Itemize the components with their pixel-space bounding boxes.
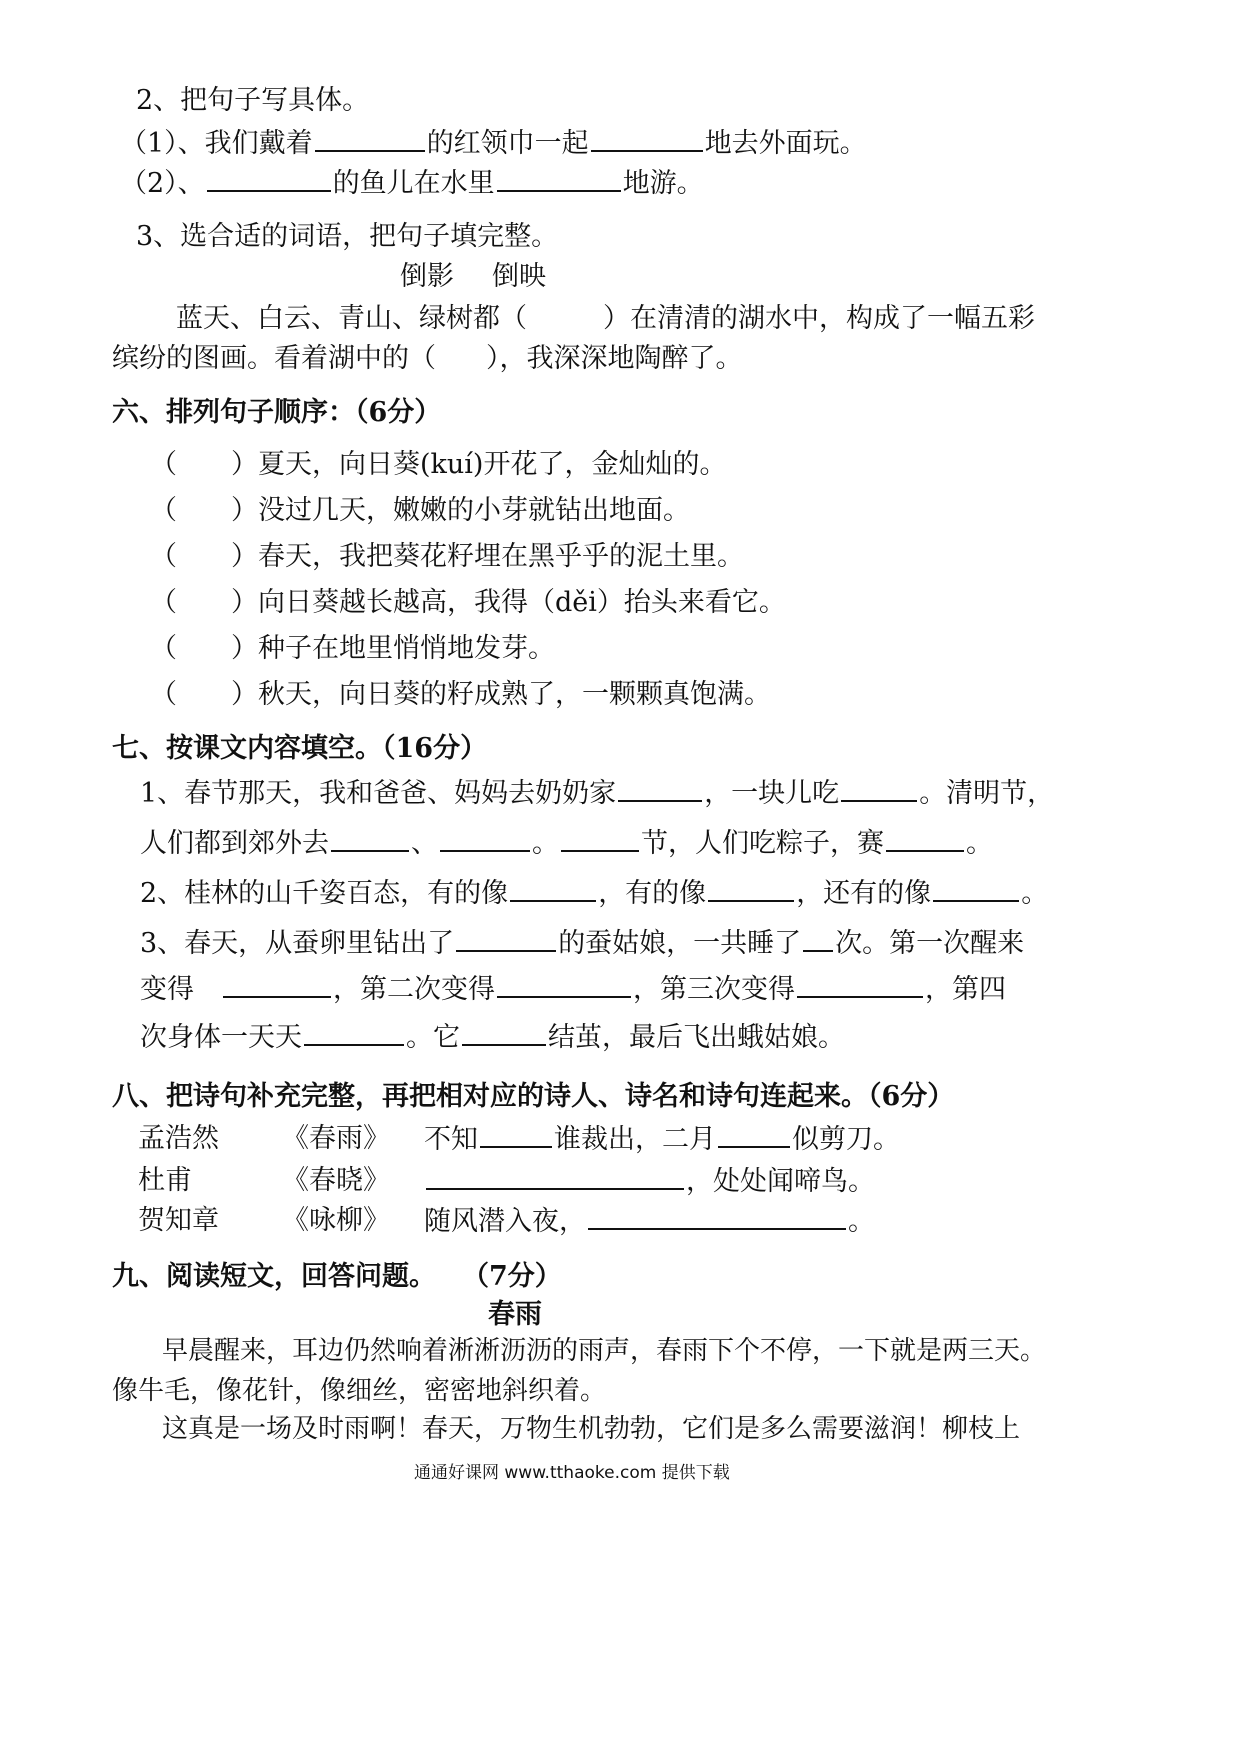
answer-paren[interactable]: （ ） <box>150 541 258 572</box>
answer-blank[interactable] <box>497 166 621 192</box>
order-item-text: 没过几天，嫩嫩的小芽就钻出地面。 <box>258 495 690 526</box>
s7-q1-text-f: 。 <box>532 828 559 859</box>
s3-option-1: 倒影 <box>400 261 454 292</box>
answer-paren[interactable]: （ ） <box>150 449 258 480</box>
s7-q2 <box>140 876 1048 911</box>
poem-line-2 <box>424 1164 875 1199</box>
answer-blank[interactable] <box>797 972 923 998</box>
s2-line-1-text-b: 的红领巾一起 <box>426 128 589 159</box>
poem-line-1-b: 谁裁出，二月 <box>554 1124 716 1155</box>
poem-title: 《春雨》 <box>282 1123 390 1154</box>
s7-q3-text-e: ，第二次变得 <box>333 974 495 1005</box>
s3-para-line-2-b: ），我深深地陶醉了。 <box>486 343 743 374</box>
order-item-text: 向日葵越长越高，我得（děi）抬头来看它。 <box>258 587 786 618</box>
poem-line-3-b: 。 <box>848 1206 875 1237</box>
s7-q3-text-h: 次身体一天天 <box>140 1022 302 1053</box>
s3-heading: 3、选合适的词语，把句子填完整。 <box>136 221 559 252</box>
poet-name: 孟浩然 <box>138 1123 219 1154</box>
answer-blank[interactable] <box>497 972 631 998</box>
s7-q1-text-e: 、 <box>411 828 438 859</box>
answer-blank[interactable] <box>803 926 833 952</box>
s7-q3-text-b: 的蚕姑娘，一共睡了 <box>558 928 802 959</box>
answer-blank[interactable] <box>315 126 425 152</box>
answer-blank[interactable] <box>618 776 702 802</box>
s3-para-line-1-b: ）在清清的湖水中，构成了一幅五彩 <box>603 303 1035 334</box>
section-6-title: 六、排列句子顺序：（6分） <box>112 397 442 428</box>
answer-blank[interactable] <box>708 876 794 902</box>
poet-name: 贺知章 <box>138 1205 219 1236</box>
answer-paren[interactable]: （ ） <box>150 679 258 710</box>
answer-blank[interactable] <box>331 826 409 852</box>
answer-blank[interactable] <box>207 166 331 192</box>
answer-blank[interactable] <box>223 972 331 998</box>
s2-line-1-text-c: 地去外面玩。 <box>704 128 867 159</box>
answer-blank[interactable] <box>886 826 964 852</box>
poem-line-3 <box>424 1204 875 1239</box>
s7-q1-text-c: 。清明节， <box>919 778 1055 809</box>
order-item-text: 春天，我把葵花籽埋在黑乎乎的泥土里。 <box>258 541 744 572</box>
order-item-text: 秋天，向日葵的籽成熟了，一颗颗真饱满。 <box>258 679 771 710</box>
s7-q3-text-j: 结茧，最后飞出蛾姑娘。 <box>548 1022 845 1053</box>
article-title <box>0 1298 1030 1332</box>
s2-line-2-text-c: 地游。 <box>622 168 704 199</box>
s7-q3-text-d: 变得 <box>140 974 194 1005</box>
s3-para-line-2-a: 缤纷的图画。看着湖中的（ <box>112 343 436 374</box>
answer-blank[interactable] <box>462 1020 546 1046</box>
poem-title: 《咏柳》 <box>282 1205 390 1236</box>
answer-blank[interactable] <box>718 1122 790 1148</box>
s2-line-2-text-b: 的鱼儿在水里 <box>332 168 495 199</box>
poem-line-1-a: 不知 <box>424 1124 478 1155</box>
answer-blank[interactable] <box>933 876 1019 902</box>
s7-q3-text-g: ，第四 <box>925 974 1006 1005</box>
s7-q3-text-i: 。它 <box>406 1022 460 1053</box>
s7-q3-text-f: ，第三次变得 <box>633 974 795 1005</box>
s7-q1-line-2 <box>140 826 993 861</box>
answer-blank[interactable] <box>426 1164 684 1190</box>
s2-line-1-text-a: （1）、我们戴着 <box>120 128 313 159</box>
s2-heading: 2、把句子写具体。 <box>136 85 370 116</box>
article-para-1: 早晨醒来，耳边仍然响着淅淅沥沥的雨声，春雨下个不停，一下就是两三天。 <box>162 1336 1047 1366</box>
answer-paren[interactable]: （ ） <box>150 587 258 618</box>
s3-para-line-1 <box>176 302 1035 336</box>
answer-blank[interactable] <box>510 876 596 902</box>
order-item <box>150 448 726 482</box>
s7-q3-text-a: 3、春天，从蚕卵里钻出了 <box>140 928 455 959</box>
order-item-text: 夏天，向日葵(kuí)开花了，金灿灿的。 <box>258 449 727 480</box>
answer-blank[interactable] <box>456 926 556 952</box>
s2-line-2 <box>120 166 704 201</box>
poem-line-2-a: ，处处闻啼鸟。 <box>686 1166 875 1197</box>
order-item <box>150 632 555 666</box>
poem-title: 《春晓》 <box>282 1165 390 1196</box>
article-title-text: 春雨 <box>488 1299 542 1330</box>
section-8-title: 八、把诗句补充完整，再把相对应的诗人、诗名和诗句连起来。（6分） <box>112 1081 955 1112</box>
poet-name: 杜甫 <box>138 1165 192 1196</box>
s7-q3-line-1 <box>140 926 1024 961</box>
answer-paren[interactable]: （ ） <box>150 633 258 664</box>
order-item <box>150 586 786 620</box>
s7-q3-line-2 <box>140 972 1006 1007</box>
s7-q3-text-c: 次。第一次醒来 <box>835 928 1025 959</box>
s7-q1-text-a: 1、春节那天，我和爸爸、妈妈去奶奶家 <box>140 778 617 809</box>
s7-q2-text-d: 。 <box>1021 878 1049 909</box>
s3-para-line-1-a: 蓝天、白云、青山、绿树都（ <box>176 303 527 334</box>
answer-blank[interactable] <box>588 1204 846 1230</box>
order-item <box>150 494 690 528</box>
poem-line-1-c: 似剪刀。 <box>792 1124 900 1155</box>
s7-q1-text-d: 人们都到郊外去 <box>140 828 329 859</box>
s7-q1-text-h: 。 <box>966 828 993 859</box>
order-item-text: 种子在地里悄悄地发芽。 <box>258 633 555 664</box>
section-9-score: （7分） <box>462 1261 562 1292</box>
s2-line-1 <box>120 126 867 161</box>
order-item <box>150 540 744 574</box>
section-9-title: 九、阅读短文，回答问题。 <box>112 1261 436 1292</box>
article-para-3: 这真是一场及时雨啊！春天，万物生机勃勃，它们是多么需要滋润！柳枝上 <box>162 1414 1021 1444</box>
s7-q3-line-3 <box>140 1020 845 1055</box>
s3-option-2: 倒映 <box>492 261 546 292</box>
s3-para-line-2 <box>112 342 743 376</box>
article-para-2: 像牛毛，像花针，像细丝，密密地斜织着。 <box>112 1376 607 1406</box>
s7-q1-text-g: 节，人们吃粽子，赛 <box>641 828 884 859</box>
s7-q1-text-b: ，一块儿吃 <box>704 778 840 809</box>
answer-paren[interactable]: （ ） <box>150 495 258 526</box>
s7-q1-line-1 <box>140 776 1054 811</box>
poem-line-3-a: 随风潜入夜， <box>424 1206 586 1237</box>
s7-q2-text-a: 2、桂林的山千姿百态，有的像 <box>140 878 509 909</box>
answer-blank[interactable] <box>561 826 639 852</box>
answer-blank[interactable] <box>440 826 530 852</box>
s2-line-2-text-a: （2）、 <box>120 168 205 199</box>
page-footer: 通通好课网 www.tthaoke.com 提供下载 <box>414 1463 730 1483</box>
s7-q2-text-b: ，有的像 <box>598 878 707 909</box>
section-7-title: 七、按课文内容填空。（16分） <box>112 733 488 764</box>
poem-line-1 <box>424 1122 900 1157</box>
answer-blank[interactable] <box>304 1020 404 1046</box>
order-item <box>150 678 771 712</box>
answer-blank[interactable] <box>841 776 917 802</box>
answer-blank[interactable] <box>591 126 703 152</box>
answer-blank[interactable] <box>480 1122 552 1148</box>
s7-q2-text-c: ，还有的像 <box>796 878 932 909</box>
